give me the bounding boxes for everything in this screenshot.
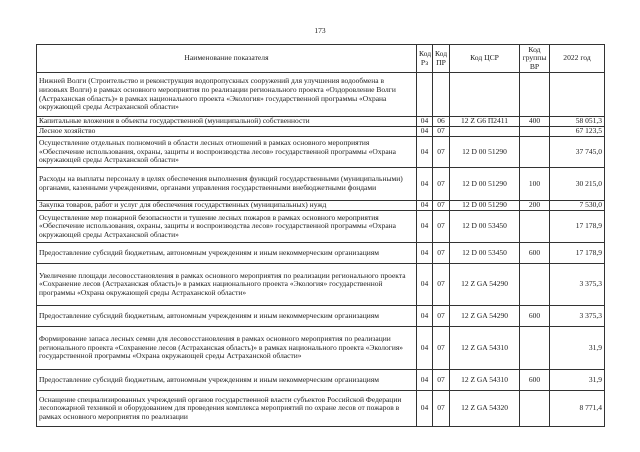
row-rz: 04 xyxy=(417,201,433,211)
table-row xyxy=(37,168,605,201)
header-vr: Код группы ВР xyxy=(520,45,550,73)
row-name: Расходы на выплаты персоналу в целях обеспечения выполнения функций государственными (муниципальными) органами, казенными учреждениями, органами управления государственными внебюджетными фондами xyxy=(37,168,417,201)
row-pr: 07 xyxy=(433,243,450,264)
row-csr: 12 Z GA 54310 xyxy=(450,327,520,370)
table-row xyxy=(37,264,605,306)
row-rz: 04 xyxy=(417,117,433,127)
row-vr xyxy=(520,137,550,168)
header-name: Наименование показателя xyxy=(37,45,417,73)
row-vr xyxy=(520,127,550,137)
row-name: Закупка товаров, работ и услуг для обеспечения государственных (муниципальных) нужд xyxy=(37,201,417,211)
row-pr: 07 xyxy=(433,370,450,391)
table-body xyxy=(37,73,605,427)
row-csr: 12 D 00 51290 xyxy=(450,201,520,211)
row-amount: 17 178,9 xyxy=(550,243,605,264)
row-rz: 04 xyxy=(417,168,433,201)
row-pr xyxy=(433,73,450,117)
row-amount: 3 375,3 xyxy=(550,264,605,306)
row-pr: 07 xyxy=(433,201,450,211)
row-vr: 100 xyxy=(520,168,550,201)
row-rz: 04 xyxy=(417,127,433,137)
table-header-row xyxy=(37,45,605,73)
table-row xyxy=(37,306,605,327)
page-number: 173 xyxy=(314,26,326,35)
table-row xyxy=(37,370,605,391)
row-csr: 12 Z GA 54320 xyxy=(450,391,520,427)
row-rz: 04 xyxy=(417,327,433,370)
row-name: Лесное хозяйство xyxy=(37,127,417,137)
row-pr: 07 xyxy=(433,127,450,137)
table-row xyxy=(37,201,605,211)
row-name: Предоставление субсидий бюджетным, автономным учреждениям и иным некоммерческим организациям xyxy=(37,370,417,391)
row-csr: 12 D 00 51290 xyxy=(450,168,520,201)
row-amount: 31,9 xyxy=(550,370,605,391)
table-row xyxy=(37,243,605,264)
row-vr: 200 xyxy=(520,201,550,211)
row-vr xyxy=(520,73,550,117)
row-pr: 07 xyxy=(433,137,450,168)
header-rz: Код Рз xyxy=(417,45,433,73)
header-year: 2022 год xyxy=(550,45,605,73)
row-pr: 07 xyxy=(433,264,450,306)
row-vr: 600 xyxy=(520,370,550,391)
row-csr: 12 Z GA 54310 xyxy=(450,370,520,391)
table-row xyxy=(37,327,605,370)
row-pr: 07 xyxy=(433,391,450,427)
row-csr: 12 Z GA 54290 xyxy=(450,264,520,306)
row-rz: 04 xyxy=(417,264,433,306)
row-rz: 04 xyxy=(417,211,433,243)
row-amount: 67 123,5 xyxy=(550,127,605,137)
row-rz: 04 xyxy=(417,306,433,327)
row-pr: 07 xyxy=(433,327,450,370)
row-pr: 07 xyxy=(433,168,450,201)
row-amount: 58 051,3 xyxy=(550,117,605,127)
row-amount: 7 530,0 xyxy=(550,201,605,211)
row-rz: 04 xyxy=(417,243,433,264)
table-row xyxy=(37,137,605,168)
row-csr xyxy=(450,73,520,117)
row-name: Формирование запаса лесных семян для лесовосстановления в рамках основного мероприятия по реализации регионального проекта «Сохранение лесов (Астраханская область)» в рамках национального проекта «Экология» государственной программы «Охрана окружающей среды Астраханской области» xyxy=(37,327,417,370)
row-pr: 06 xyxy=(433,117,450,127)
row-name: Осуществление мер пожарной безопасности и тушение лесных пожаров в рамках основного мероприятия «Обеспечение использования, охраны, защиты и воспроизводства лесов» государственной программы «Охрана окружающей среды Астраханской области» xyxy=(37,211,417,243)
row-name: Оснащение специализированных учреждений органов государственной власти субъектов Российской Федерации лесопожарной техникой и оборудованием для проведения комплекса мероприятий по охране лесов от пожаров в рамках основного мероприятия по реализации xyxy=(37,391,417,427)
row-name: Увеличение площади лесовосстановления в рамках основного мероприятия по реализации регионального проекта «Сохранение лесов (Астраханская область)» в рамках национального проекта «Экология» государственной программы «Охрана окружающей среды Астраханской области» xyxy=(37,264,417,306)
row-amount: 37 745,0 xyxy=(550,137,605,168)
row-name: Нижней Волги (Строительство и реконструкция водопропускных сооружений для улучшения водообмена в низовьях Волги) в рамках основного мероприятия по реализации регионального проекта «Оздоровление Волги (Астраханская область)» в рамках национального проекта «Экология» государственной программы «Охрана окружающей среды Астраханской области» xyxy=(37,73,417,117)
row-pr: 07 xyxy=(433,211,450,243)
row-amount: 31,9 xyxy=(550,327,605,370)
table-row xyxy=(37,73,605,117)
row-amount: 3 375,3 xyxy=(550,306,605,327)
budget-table xyxy=(36,44,605,427)
row-csr: 12 D 00 53450 xyxy=(450,243,520,264)
row-vr xyxy=(520,264,550,306)
table-row xyxy=(37,391,605,427)
table-row xyxy=(37,117,605,127)
row-csr: 12 Z G6 П2411 xyxy=(450,117,520,127)
header-csr: Код ЦСР xyxy=(450,45,520,73)
row-vr: 600 xyxy=(520,306,550,327)
row-rz: 04 xyxy=(417,391,433,427)
row-name: Осуществление отдельных полномочий в области лесных отношений в рамках основного мероприятия «Обеспечение использования, охраны, защиты и воспроизводства лесов» государственной программы «Охрана окружающей среды Астраханской области» xyxy=(37,137,417,168)
row-rz: 04 xyxy=(417,137,433,168)
row-pr: 07 xyxy=(433,306,450,327)
row-csr: 12 D 00 51290 xyxy=(450,137,520,168)
row-amount xyxy=(550,73,605,117)
row-rz xyxy=(417,73,433,117)
header-pr: Код ПР xyxy=(433,45,450,73)
row-name: Капитальные вложения в объекты государственной (муниципальной) собственности xyxy=(37,117,417,127)
row-vr xyxy=(520,327,550,370)
row-amount: 8 771,4 xyxy=(550,391,605,427)
table-row xyxy=(37,211,605,243)
row-csr: 12 D 00 53450 xyxy=(450,211,520,243)
row-vr: 600 xyxy=(520,243,550,264)
row-amount: 17 178,9 xyxy=(550,211,605,243)
row-vr: 400 xyxy=(520,117,550,127)
row-amount: 30 215,0 xyxy=(550,168,605,201)
row-vr xyxy=(520,391,550,427)
row-csr xyxy=(450,127,520,137)
row-csr: 12 Z GA 54290 xyxy=(450,306,520,327)
row-vr xyxy=(520,211,550,243)
row-rz: 04 xyxy=(417,370,433,391)
table-row xyxy=(37,127,605,137)
row-name: Предоставление субсидий бюджетным, автономным учреждениям и иным некоммерческим организациям xyxy=(37,243,417,264)
row-name: Предоставление субсидий бюджетным, автономным учреждениям и иным некоммерческим организациям xyxy=(37,306,417,327)
